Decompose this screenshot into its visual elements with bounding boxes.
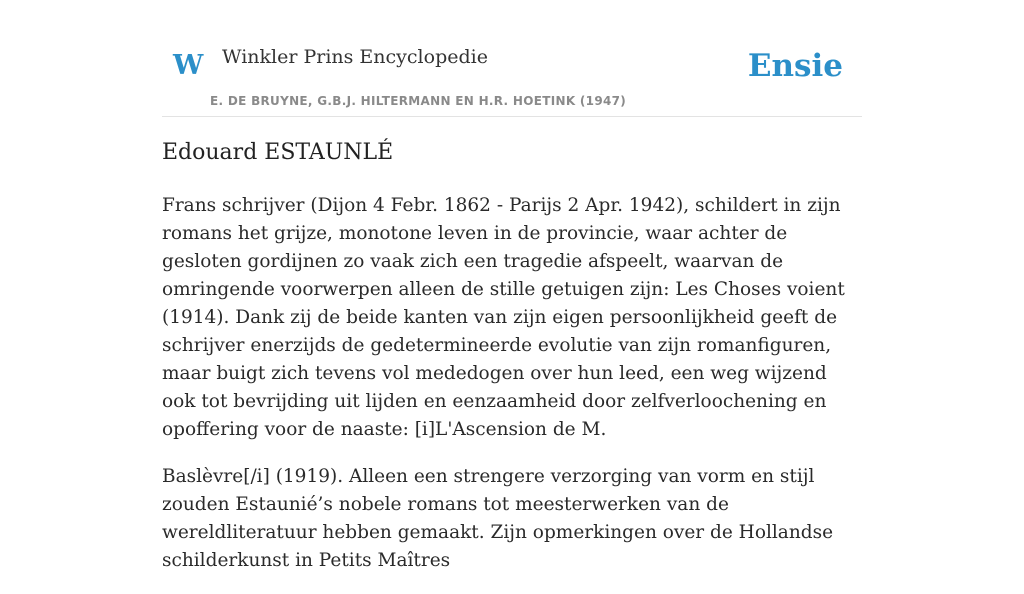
- winkler-prins-logo[interactable]: W: [173, 50, 204, 81]
- article-paragraph: Baslèvre[/i] (1919). Alleen een strengere verzorging van vorm en stijl zouden Estaunié’s nobele romans tot meesterwerken van de wereldliteratuur hebben gemaakt. Zijn opmerkingen over de Hollandse schilderkunst in Petits Maîtres: [162, 466, 834, 571]
- article-title: Edouard ESTAUNLÉ: [162, 140, 394, 165]
- site-header: [162, 0, 862, 117]
- publication-title[interactable]: Winkler Prins Encyclopedie: [222, 46, 488, 68]
- article-body: [162, 192, 862, 594]
- article-paragraph: Frans schrijver (Dijon 4 Febr. 1862 - Parijs 2 Apr. 1942), schildert in zijn romans het grijze, monotone leven in de provincie, waar achter de gesloten gordijnen zo vaak zich een tragedie afspeelt, waarvan de omringende voorwerpen alleen de stille getuigen zijn: Les Choses voient (1914). Dank zij de beide kanten van zijn eigen persoonlijkheid geeft de schrijver enerzijds de gedetermineerde evolutie van zijn romanfiguren, maar buigt zich tevens vol mededogen over hun leed, een weg wijzend ook tot bevrijding uit lijden en eenzaamheid door zelfverloochening en opoffering voor de naaste: [i]L'Ascension de M.: [162, 195, 845, 440]
- content-container: [162, 0, 862, 571]
- ensie-brand-link[interactable]: Ensie: [747, 48, 843, 84]
- publication-authors: E. DE BRUYNE, G.B.J. HILTERMANN EN H.R. HOETINK (1947): [210, 94, 627, 108]
